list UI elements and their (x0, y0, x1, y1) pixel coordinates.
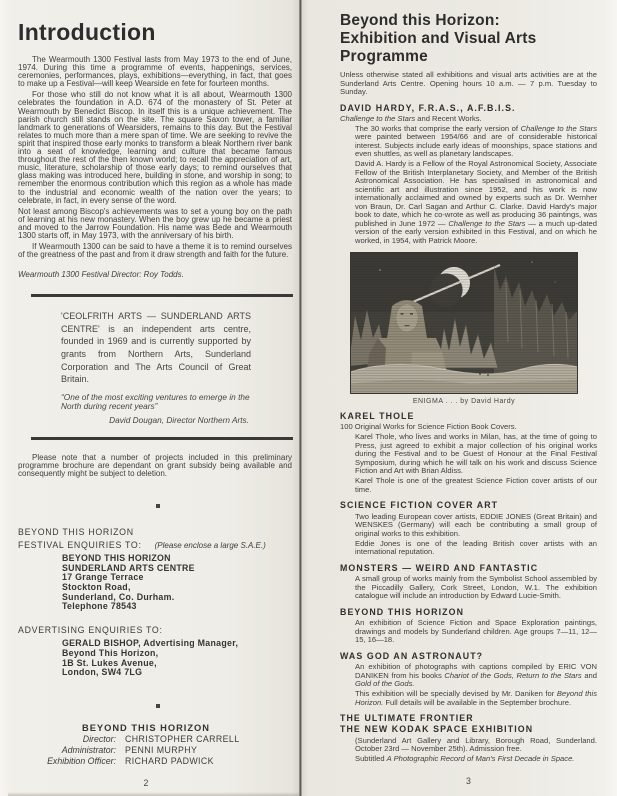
address-line: BEYOND THIS HORIZON (62, 553, 171, 564)
intro-paragraph-1: The Wearmouth 1300 Festival lasts from May 1973 to the end of June, 1974. During this time a programme of events, happenings, services, ceremonies, performances, plays, exhibitions—everything, in fact, that goes to make up a Festival—will keep Wearside en fete for fourteen months. (18, 55, 292, 89)
festival-enquiries-label: FESTIVAL ENQUIRIES TO: (18, 539, 142, 550)
section-karel-thole (340, 411, 597, 494)
intro-paragraph-4: If Wearmouth 1300 can be said to have a theme it is to remind ourselves of the greatness of the past and from it draw strength and faith for the future. (18, 242, 292, 260)
section-heading-line1: THE ULTIMATE FRONTIER (340, 713, 474, 723)
staff-row-director (18, 734, 292, 744)
address-line: 17 Grange Terrace (62, 572, 144, 583)
ceolfrith-quote: “One of the most exciting ventures to emerge in the North during recent years” (61, 391, 250, 412)
staff-role: Exhibition Officer: (47, 756, 116, 767)
page-number-right: 3 (466, 775, 471, 786)
section-beyond-this-horizon (340, 607, 597, 645)
staff-heading: BEYOND THIS HORIZON (82, 722, 210, 733)
advertising-enquiries-block (18, 624, 292, 678)
sae-note: (Please enclose a large S.A.E.) (154, 540, 266, 550)
staff-role: Director: (82, 733, 116, 744)
staff-role: Administrator: (61, 744, 116, 755)
section-paragraph: Eddie Jones is one of the leading British cover artists with an international reputation. (355, 538, 597, 556)
section-heading: MONSTERS — WEIRD AND FANTASTIC (340, 562, 539, 573)
staff-block (18, 723, 292, 767)
address-line: GERALD BISHOP, Advertising Manager, (62, 638, 239, 649)
staff-row-administrator (18, 745, 292, 755)
grant-subsidy-note: Please note that a number of projects included in this preliminary programme brochure are dependant on grant subsidy being available and consequently might be subject to deletion. (18, 453, 292, 479)
section-paragraph: An exhibition of photographs with captions compiled by ERIC VON DANIKEN from his books Chariot of the Gods, Return to the Stars and Gold of the Gods. (355, 662, 598, 688)
address-line: Telephone 78543 (62, 601, 137, 612)
advertising-enquiries-label: ADVERTISING ENQUIRIES TO: (18, 624, 163, 635)
separator-dot-2 (156, 704, 160, 708)
section-science-fiction-cover-art (340, 500, 597, 557)
enigma-artwork-figure (350, 252, 578, 405)
artwork-caption: ENIGMA . . . by David Hardy (412, 398, 516, 405)
festival-enquiries-line2 (18, 539, 292, 552)
programme-intro: Unless otherwise stated all exhibitions and visual arts activities are at the Sunderland Arts Centre. Opening hours 10 a.m. — 7 p.m. Tuesday to Sunday. (340, 70, 597, 96)
ceolfrith-box-text: 'CEOLFRITH ARTS — SUNDERLAND ARTS CENTRE' is an independent arts centre, founded in 1969 and is currently supported by grants from Northern Arts, Sunderland Corporation and The Arts Council of Great Britain. (61, 311, 251, 385)
ceolfrith-box-inner (61, 310, 251, 425)
section-paragraph: Karel Thole, who lives and works in Milan, has, at the time of going to Press, just agreed to exhibit a major collection of his original works during the Festival and to be Guest of Honour at the Final Festival Symposium, during which he will talk on his work and discuss Science Fiction and Art with Brian Aldiss. (355, 432, 597, 475)
address-line: SUNDERLAND ARTS CENTRE (62, 562, 195, 573)
section-heading: SCIENCE FICTION COVER ART (340, 500, 499, 510)
section-paragraph: Subtitled A Photographic Record of Man's First Decade in Space. (355, 754, 575, 763)
programme-title-line2: Exhibition and Visual Arts Programme (340, 30, 537, 65)
section-paragraph: David A. Hardy is a Fellow of the Royal Astronomical Society, Associate Fellow of the British Interplanetary Society, and Member of the British Astronomical Association. He has specialised in astronomical and scientific art and illustration since 1952, and his work is now internationally acclaimed and owned by experts such as Dr. Wernher von Braun, Dr. Carl Sagan and Arthur C. Clarke. David Hardy's major book to date, which he co-wrote as well as producing 36 paintings, was published in June 1972 — Challenge to the Stars — a much up-dated version of the early version exhibited in this Festival, and on which he worked, in 1954, with Patrick Moore. (355, 159, 597, 245)
staff-row-exhibition-officer (18, 756, 292, 766)
left-page (0, 0, 300, 796)
programme-title-line1: Beyond this Horizon: (340, 12, 500, 29)
separator-dot-1 (156, 504, 160, 508)
advertising-enquiries-address (62, 639, 292, 677)
section-paragraph: Karel Thole is one of the greatest Science Fiction cover artists of our time. (355, 476, 597, 494)
section-paragraph: The 30 works that comprise the early version of Challenge to the Stars were painted between 1954/66 and are of considerable historical interest. Subjects include early ideas of moonships, space stations and even shuttles, as well as planetary landscapes. (355, 123, 598, 158)
ceolfrith-quote-attribution: David Dougan, Director Northern Arts. (109, 415, 249, 425)
address-line: 1B St. Lukes Avenue, (62, 657, 157, 668)
section-kodak-space-exhibition (340, 713, 597, 764)
enigma-artwork-image (350, 252, 578, 394)
address-line: Beyond This Horizon, (62, 647, 159, 658)
section-was-god-an-astronaut (340, 651, 597, 708)
section-paragraph: This exhibition will be specially devised by Mr. Daniken for Beyond this Horizon. Full details will be available in the September brochure. (355, 689, 597, 707)
section-heading: KAREL THOLE (340, 411, 415, 421)
staff-name: CHRISTOPHER CARRELL (125, 733, 240, 744)
section-monsters (340, 563, 597, 601)
ceolfrith-arts-box (31, 294, 293, 440)
right-page (302, 0, 617, 796)
festival-enquiries-address (62, 554, 292, 612)
section-paragraph: An exhibition of Science Fiction and Space Exploration paintings, drawings and models by Sunderland children. Age groups 7—11, 12—15, 16—18. (355, 618, 597, 644)
address-line: Sunderland, Co. Durham. (62, 591, 175, 602)
festival-enquiries-line1: BEYOND THIS HORIZON (18, 527, 134, 538)
section-subtitle: Challenge to the Stars and Recent Works. (340, 113, 482, 123)
section-heading: DAVID HARDY, F.R.A.S., A.F.B.I.S. (340, 102, 516, 113)
staff-name: RICHARD PADWICK (125, 756, 214, 767)
intro-paragraph-2: For those who still do not know what it is all about, Wearmouth 1300 celebrates the foundation in A.D. 674 of the monastery of St. Peter at Wearmouth by Benedict Biscop. In itself this is a unique achievement. The parish church still stands on the site. The square Saxon tower, a familiar landmark to generations of Wearsiders, remains to this day. But the Festival relates to much more than a mere span of time. We are seeking to revive the spirit that inspired those early monks to transform a bleak Northern river bank into a seat of knowledge, learning and culture that became famous throughout the rest of the then known world; to recall the appreciation of art, music, literature, scholarship of those early days; to remind ourselves that glass making was introduced here, building in stone, and worship in song; to remember the enormous contribution which this region as a whole has made to the industrial and economic wealth of the nation over the years; to celebrate, in fact, in every sense of the word. (18, 90, 292, 205)
section-heading: WAS GOD AN ASTRONAUT? (340, 650, 484, 661)
address-line: London, SW4 7LG (62, 667, 143, 678)
section-david-hardy (340, 103, 597, 246)
festival-enquiries-block (18, 526, 292, 612)
section-paragraph: A small group of works mainly from the Symbolist School assembled by the Piccadilly Gallery, Cork Street, London, W.1. The exhibition catalogue will include an introduction by Edward Lucie-Smith. (355, 574, 597, 600)
section-subtitle: 100 Original Works for Science Fiction Book Covers. (340, 422, 517, 431)
section-paragraph: (Sunderland Art Gallery and Library, Borough Road, Sunderland. October 23rd — November 25th). Admission free. (355, 735, 597, 753)
staff-name: PENNI MURPHY (125, 744, 198, 755)
intro-paragraph-3: Not least among Biscop's achievements was to set a young boy on the path of learning at his new monastery. When the boy grew up he became a priest and moved to the Jarrow Foundation. His name was Bede and Wearmouth 1300 starts off, in May 1973, with the anniversary of his birth. (18, 206, 292, 240)
page-title-introduction: Introduction (18, 19, 156, 45)
page-number-left: 2 (143, 778, 149, 789)
festival-director-line: Wearmouth 1300 Festival Director: Roy Todds. (18, 270, 184, 280)
section-heading: BEYOND THIS HORIZON (340, 606, 465, 617)
address-line: Stockton Road, (62, 582, 131, 593)
section-paragraph: Two leading European cover artists, EDDIE JONES (Great Britain) and WENSKES (Germany) will each be contributing a small group of original works to this exhibition. (355, 511, 597, 538)
section-heading-line2: THE NEW KODAK SPACE EXHIBITION (340, 724, 534, 734)
